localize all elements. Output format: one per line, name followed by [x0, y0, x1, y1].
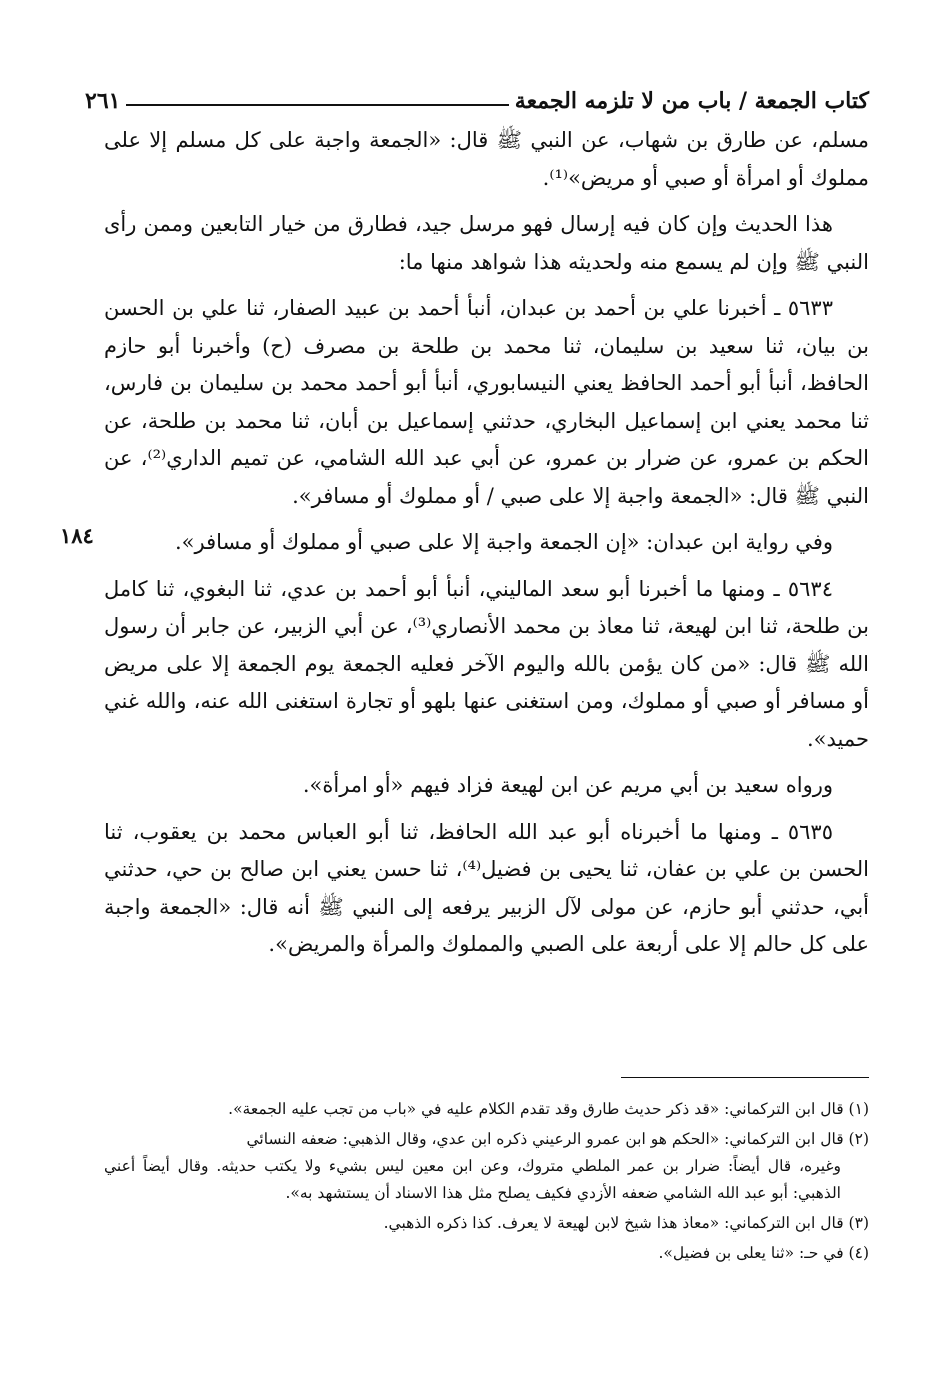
footnote-continuation: وغيره، قال أيضاً: ضرار بن عمر الملطي متروك، وعن ابن معين ليس بشيء ولا يكتب حديثه. وقال أيضاً أعني الذهبي: أبو عبد الله الشامي ضعفه الأزدي فكيف يصلح مثل هذا الاسناد أن يستشهد به». [104, 1157, 841, 1202]
margin-page-ref: ١٨٤ [60, 523, 94, 548]
paragraph: ٥٦٣٣ ـ أخبرنا علي بن أحمد بن عبدان، أنبأ أحمد بن عبيد الصفار، ثنا علي بن الحسن بن بيان، ثنا سعيد بن سليمان، ثنا محمد بن طلحة بن مصرف (ح) وأخبرنا أبو حازم الحافظ، أنبأ أبو أحمد الحافظ يعني النيسابوري، أنبأ أبو أحمد محمد بن سليمان بن فارس، ثنا محمد يعني ابن إسماعيل البخاري، حدثني إسماعيل بن أبان، ثنا محمد بن طلحة، عن الحكم بن عمرو، عن ضرار بن عمرو، عن أبي عبد الله الشامي، عن تميم الداري⁽²⁾، عن النبي ﷺ قال: «الجمعة واجبة إلا على صبي / أو مملوك أو مسافر». [104, 296, 869, 508]
paragraph: هذا الحديث وإن كان فيه إرسال فهو مرسل جيد، فطارق من خيار التابعين وممن رأى النبي ﷺ وإن لم يسمع منه ولحديثه هذا شواهد منها ما: [104, 212, 869, 274]
footnote-text: في حـ: «ثنا يعلى بن فضيل». [658, 1244, 844, 1262]
paragraph: ورواه سعيد بن أبي مريم عن ابن لهيعة فزاد فيهم «أو امرأة». [302, 773, 833, 797]
footnote-label: (٤) [848, 1244, 869, 1262]
footnote-label: (٣) [848, 1214, 869, 1232]
header-rule [126, 104, 508, 106]
footnotes [104, 1096, 869, 1270]
footnote [104, 1210, 869, 1237]
footnote-label: (٢) [848, 1130, 869, 1148]
footnote-text: قال ابن التركماني: «معاذ هذا شيخ لابن لهيعة لا يعرف. كذا ذكره الذهبي. [383, 1214, 844, 1232]
footnote-text: قال ابن التركماني: «الحكم هو ابن عمرو الرعيني ذكره ابن عدي، وقال الذهبي: ضعفه النسائي [246, 1130, 844, 1148]
header-title: كتاب الجمعة / باب من لا تلزمه الجمعة [514, 88, 869, 114]
footnote-label: (١) [848, 1100, 869, 1118]
footnote-text: قال ابن التركماني: «قد ذكر حديث طارق وقد تقدم الكلام عليه في «باب من تجب عليه الجمعة». [228, 1100, 844, 1118]
page-number: ٢٦١ [85, 88, 121, 114]
main-text [104, 122, 869, 973]
paragraph: ٥٦٣٤ ـ ومنها ما أخبرنا أبو سعد الماليني، أنبأ أبو أحمد بن عدي، ثنا البغوي، ثنا كامل بن طلحة، ثنا ابن لهيعة، ثنا معاذ بن محمد الأنصاري⁽³⁾، عن أبي الزبير، عن جابر أن رسول الله ﷺ قال: «من كان يؤمن بالله واليوم الآخر فعليه الجمعة يوم الجمعة إلا على مريض أو مسافر أو صبي أو مملوك، ومن استغنى عنها بلهو أو تجارة استغنى الله عنه، والله غني حميد». [104, 576, 869, 751]
footnote [104, 1240, 869, 1267]
paragraph: وفي رواية ابن عبدان: «إن الجمعة واجبة إلا على صبي أو مملوك أو مسافر». [175, 530, 833, 554]
footnote-rule [621, 1077, 869, 1078]
paragraph: ٥٦٣٥ ـ ومنها ما أخبرناه أبو عبد الله الحافظ، ثنا أبو العباس محمد بن يعقوب، ثنا الحسن بن علي بن عفان، ثنا يحيى بن فضيل⁽⁴⁾، ثنا حسن يعني ابن صالح بن حي، حدثني أبي، حدثني أبو حازم، عن مولى لآل الزبير يرفعه إلى النبي ﷺ أنه قال: «الجمعة واجبة على كل حالم إلا على أربعة على الصبي والمملوك والمرأة والمريض». [104, 819, 869, 956]
footnote [104, 1126, 869, 1207]
running-header [85, 78, 869, 114]
paragraph: مسلم، عن طارق بن شهاب، عن النبي ﷺ قال: «الجمعة واجبة على كل مسلم إلا على مملوك أو امرأة أو صبي أو مريض»⁽¹⁾. [104, 128, 869, 190]
footnote [104, 1096, 869, 1123]
